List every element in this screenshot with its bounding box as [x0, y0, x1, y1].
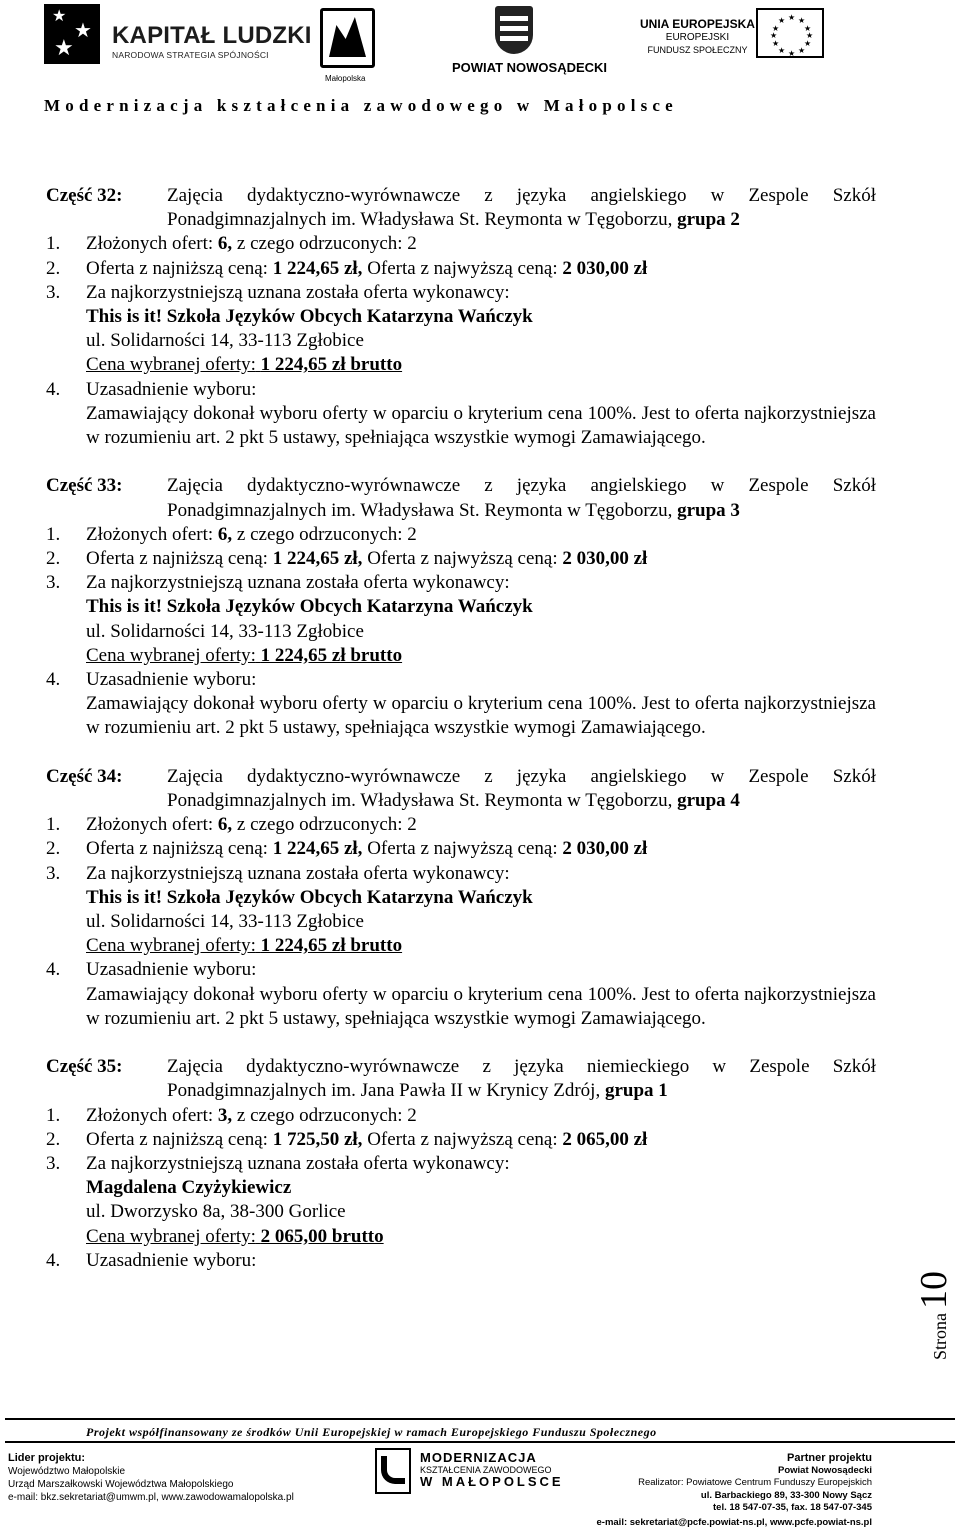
modernizacja-logo-icon — [375, 1448, 411, 1494]
partner-line4: tel. 18 547-07-35, fax. 18 547-07-345 — [713, 1502, 872, 1513]
price-range: 2. Oferta z najniższą ceną: 1 224,65 zł, Oferta z najwyższą ceną: 2 030,00 zł — [46, 257, 648, 279]
kapital-ludzki-logo: ★ ★ ★ — [44, 4, 100, 64]
leader-title: Lider projektu: — [8, 1452, 86, 1464]
section-label: Część 32: — [46, 185, 123, 206]
kapital-ludzki-subtitle: NARODOWA STRATEGIA SPÓJNOŚCI — [112, 50, 269, 60]
powiat-nowosadecki-label: POWIAT NOWOSĄDECKI — [452, 60, 608, 75]
winner-address: ul. Solidarności 14, 33-113 Zgłobice — [86, 911, 364, 933]
partner-email: e-mail: sekretariat@pcfe.powiat-ns.pl, www.pcfe.powiat-ns.pl — [596, 1517, 872, 1528]
justification-heading: 4. Uzasadnienie wyboru: — [46, 1249, 257, 1271]
ue-line2: EUROPEJSKI — [665, 32, 730, 43]
page-number — [912, 1240, 955, 1360]
ue-line3: FUNDUSZ SPOŁECZNY — [647, 45, 748, 55]
footer-divider-top — [5, 1418, 955, 1420]
ue-line1: UNIA EUROPEJSKA — [640, 17, 755, 31]
winner-heading: 3. Za najkorzystniejszą uznana została oferta wykonawcy: — [46, 572, 510, 594]
ue-label — [640, 18, 755, 57]
footer-leader — [8, 1452, 294, 1504]
justification-heading: 4. Uzasadnienie wyboru: — [46, 378, 257, 400]
section-label: Część 33: — [46, 475, 123, 497]
winner-name: This is it! Szkoła Języków Obcych Katarzyna Wańczyk — [86, 306, 533, 328]
powiat-crest-icon — [495, 6, 533, 54]
winner-heading: 3. Za najkorzystniejszą uznana została oferta wykonawcy: — [46, 281, 510, 303]
winner-address: ul. Solidarności 14, 33-113 Zgłobice — [86, 330, 364, 352]
winner-address: ul. Solidarności 14, 33-113 Zgłobice — [86, 620, 364, 642]
eu-flag-icon: ★ ★ ★ ★ ★ ★ ★ ★ ★ ★ ★ ★ — [756, 8, 824, 58]
mz-line1: MODERNIZACJA — [420, 1450, 537, 1465]
winner-name: This is it! Szkoła Języków Obcych Katarzyna Wańczyk — [86, 886, 533, 908]
section-title: Zajęcia dydaktyczno-wyrównawcze z języka angielskiego w Zespole Szkół Ponadgimnazjalnych im. Władysława St. Reymonta w Tęgoborzu, grupa 3 — [167, 475, 876, 521]
mz-line3: W MAŁOPOLSCE — [420, 1474, 564, 1489]
partner-line3: ul. Barbackiego 89, 33-300 Nowy Sącz — [700, 1489, 872, 1501]
winner-name: This is it! Szkoła Języków Obcych Katarzyna Wańczyk — [86, 596, 533, 618]
offers-count: 1. Złożonych ofert: 6, z czego odrzuconych: 2 — [46, 814, 417, 836]
selected-price: Cena wybranej oferty: 1 224,65 zł brutto — [86, 354, 403, 376]
price-range: 2. Oferta z najniższą ceną: 1 224,65 zł, Oferta z najwyższą ceną: 2 030,00 zł — [46, 838, 648, 860]
page-number-value: 10 — [913, 1271, 955, 1309]
section-33 — [46, 474, 876, 740]
section-32 — [46, 184, 876, 450]
selected-price: Cena wybranej oferty: 1 224,65 zł brutto — [86, 644, 403, 666]
price-range: 2. Oferta z najniższą ceną: 1 725,50 zł, Oferta z najwyższą ceną: 2 065,00 zł — [46, 1128, 648, 1150]
leader-line3: e-mail: bkz.sekretariat@umwm.pl, www.zawodowamalopolska.pl — [8, 1492, 294, 1503]
selected-price: Cena wybranej oferty: 2 065,00 brutto — [86, 1225, 384, 1247]
winner-address: ul. Dworzysko 8a, 38-300 Gorlice — [86, 1201, 346, 1223]
leader-line2: Urząd Marszałkowski Województwa Małopolskiego — [8, 1479, 234, 1490]
section-label: Część 35: — [46, 1056, 123, 1078]
justification-heading: 4. Uzasadnienie wyboru: — [46, 959, 257, 981]
offers-count: 1. Złożonych ofert: 6, z czego odrzuconych: 2 — [46, 233, 417, 255]
footer-project-line: Projekt współfinansowany ze środków Unii Europejskiej w ramach Europejskiego Funduszu Społecznego — [86, 1425, 657, 1439]
justification-text: Zamawiający dokonał wyboru oferty w oparciu o kryterium cena 100%. Jest to oferta najkorzystniejsza w rozumieniu art. 2 pkt 5 ustawy, spełniająca wszystkie wymogi Zamawiającego. — [86, 402, 876, 449]
section-title: Zajęcia dydaktyczno-wyrównawcze z języka angielskiego w Zespole Szkół Ponadgimnazjalnych im. Władysława St. Reymonta w Tęgoborzu, grupa 2 — [167, 185, 876, 231]
justification-text: Zamawiający dokonał wyboru oferty w oparciu o kryterium cena 100%. Jest to oferta najkorzystniejsza w rozumieniu art. 2 pkt 5 ustawy, spełniająca wszystkie wymogi Zamawiającego. — [86, 693, 876, 739]
partner-line2: Realizator: Powiatowe Centrum Funduszy Europejskich — [638, 1477, 872, 1488]
section-label: Część 34: — [46, 765, 123, 787]
winner-heading: 3. Za najkorzystniejszą uznana została oferta wykonawcy: — [46, 862, 510, 884]
leader-line1: Województwo Małopolskie — [8, 1466, 126, 1477]
kapital-ludzki-title: KAPITAŁ LUDZKI — [112, 22, 312, 49]
header — [0, 0, 960, 115]
mz-line2: KSZTAŁCENIA ZAWODOWEGO — [420, 1465, 552, 1475]
justification-heading: 4. Uzasadnienie wyboru: — [46, 669, 257, 691]
partner-line1: Powiat Nowosądecki — [778, 1464, 872, 1476]
price-range: 2. Oferta z najniższą ceną: 1 224,65 zł, Oferta z najwyższą ceną: 2 030,00 zł — [46, 548, 648, 570]
winner-heading: 3. Za najkorzystniejszą uznana została oferta wykonawcy: — [46, 1153, 510, 1175]
project-tagline: Modernizacja kształcenia zawodowego w Małopolsce — [44, 96, 678, 115]
justification-text: Zamawiający dokonał wyboru oferty w oparciu o kryterium cena 100%. Jest to oferta najkorzystniejsza w rozumieniu art. 2 pkt 5 ustawy, spełniająca wszystkie wymogi Zamawiającego. — [86, 983, 876, 1029]
document-body — [46, 184, 876, 1297]
footer-divider-bottom — [5, 1441, 955, 1443]
partner-title: Partner projektu — [787, 1452, 872, 1464]
winner-name: Magdalena Czyżykiewicz — [86, 1177, 292, 1199]
section-34 — [46, 765, 876, 1031]
malopolska-caption: Małopolska — [325, 74, 366, 83]
footer-partner — [638, 1452, 872, 1515]
selected-price: Cena wybranej oferty: 1 224,65 zł brutto — [86, 935, 403, 957]
offers-count: 1. Złożonych ofert: 6, z czego odrzuconych: 2 — [46, 523, 417, 545]
malopolska-logo — [320, 8, 375, 68]
section-title: Zajęcia dydaktyczno-wyrównawcze z języka niemieckiego w Zespole Szkół Ponadgimnazjalnych im. Jana Pawła II w Krynicy Zdrój, grupa 1 — [167, 1056, 876, 1102]
modernizacja-logo-text — [420, 1452, 564, 1488]
offers-count: 1. Złożonych ofert: 3, z czego odrzuconych: 2 — [46, 1104, 417, 1126]
page-word: Strona — [930, 1313, 950, 1360]
section-title: Zajęcia dydaktyczno-wyrównawcze z języka angielskiego w Zespole Szkół Ponadgimnazjalnych im. Władysława St. Reymonta w Tęgoborzu, grupa 4 — [167, 765, 876, 812]
section-35 — [46, 1055, 876, 1273]
